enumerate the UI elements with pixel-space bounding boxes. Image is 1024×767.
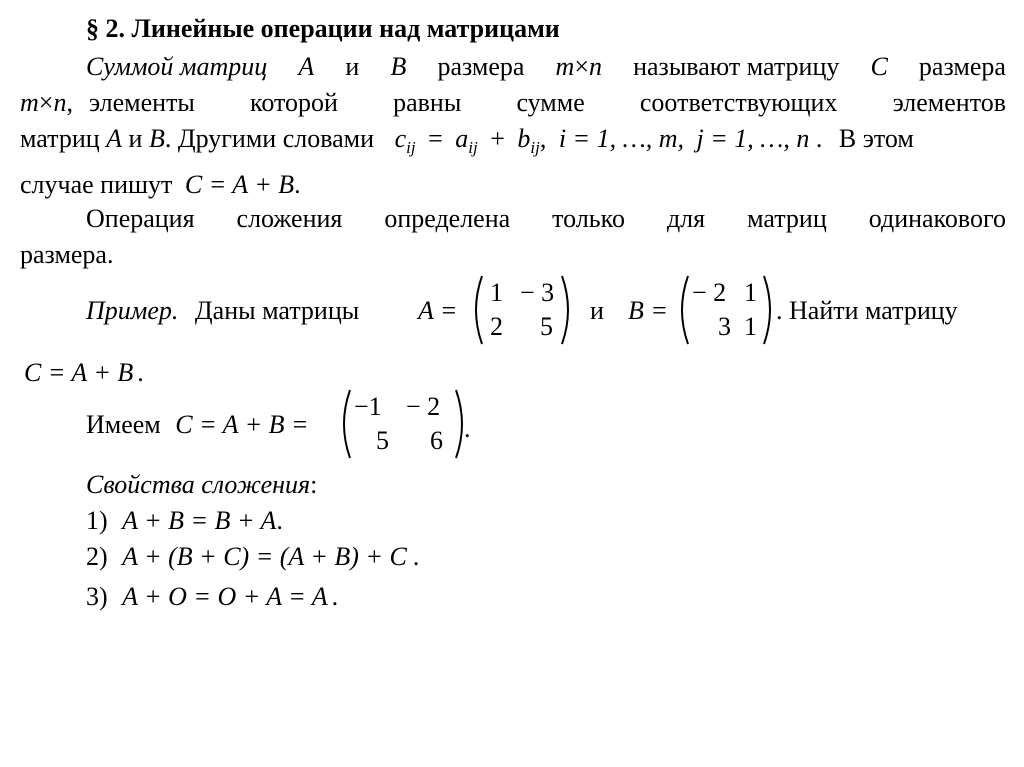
n-symbol-2: n (53, 88, 67, 117)
m-symbol-2: m (20, 88, 39, 117)
definition-line-4 (20, 170, 301, 200)
properties-colon: : (310, 470, 318, 499)
property-1-expr: A + B = B + A (122, 506, 277, 535)
formula-dot: . (815, 124, 823, 153)
line2-rest: элементы которой равны сумме соответствующих элементов (88, 88, 1006, 117)
note-line-1 (86, 204, 1006, 234)
matrix-A-cell-11: 1 (490, 278, 503, 307)
comma: , (539, 124, 547, 153)
matrix-A-cell-21: 2 (490, 312, 503, 341)
example-and-word: и (590, 296, 604, 325)
property-1-dot: . (276, 506, 283, 535)
section-title-text: § 2. Линейные операции над матрицами (86, 14, 560, 43)
line3-matrices: матриц (20, 124, 100, 153)
properties-title (86, 470, 317, 500)
property-1-num: 1) (86, 506, 108, 535)
matrix-C-cell-21: 5 (376, 426, 389, 455)
definition-call-word: называют матрицу (633, 52, 840, 81)
ij-sub-c: ij (406, 138, 416, 157)
sum-formula (394, 124, 829, 157)
a-symbol: a (455, 124, 469, 153)
example-target-line (24, 358, 144, 388)
result-expr: C = A + B = (175, 410, 309, 439)
example-line (86, 296, 359, 326)
definition-m-times-n (556, 52, 602, 82)
line3-A: A (106, 124, 123, 153)
result-dot-char: . (464, 414, 471, 443)
matrix-B-cell-21: 3 (718, 312, 731, 341)
plus-sign: + (490, 124, 505, 153)
matrix-B (676, 274, 776, 346)
property-1 (86, 506, 283, 536)
definition-and: и (345, 52, 360, 81)
matrix-B-cell-22: 1 (744, 312, 757, 341)
line2-m-times-n: m×n, (20, 88, 73, 117)
times-symbol-2: × (38, 88, 54, 117)
property-2 (86, 542, 419, 572)
definition-B: B (390, 52, 407, 81)
result-line (86, 410, 309, 440)
example-A-eq (418, 296, 457, 326)
result-have: Имеем (86, 410, 161, 439)
case-write: случае пишут (20, 170, 173, 199)
matrix-C-cell-11: −1 (354, 392, 382, 421)
example-B-eq (628, 296, 668, 326)
ij-sub-a: ij (468, 138, 478, 157)
property-2-expr: A + (B + C) = (A + B) + C (122, 542, 407, 571)
example-find (776, 296, 958, 326)
example-target: C = A + B (24, 358, 134, 387)
times-symbol: × (574, 52, 589, 81)
A-equals: A = (418, 296, 458, 325)
note-line-2 (20, 240, 113, 270)
line3-and: и (128, 124, 143, 153)
example-label: Пример. (86, 296, 179, 325)
matrix-B-cell-11: − 2 (692, 278, 727, 307)
example-find-text: . Найти матрицу (776, 296, 958, 325)
definition-term: Суммой матриц (86, 52, 268, 81)
section-title (86, 14, 560, 44)
c-symbol: c (394, 124, 407, 153)
b-symbol: b (517, 124, 531, 153)
definition-line-1 (86, 52, 1006, 82)
property-3 (86, 582, 338, 612)
matrix-C (338, 388, 468, 460)
example-given: Даны матрицы (194, 296, 360, 325)
case-formula: C = A + B (184, 170, 295, 199)
line3-other-words: . Другими словами (164, 124, 375, 153)
definition-size-word-2: размера (918, 52, 1006, 81)
ij-sub-b: ij (530, 138, 540, 157)
property-2-num: 2) (86, 542, 108, 571)
properties-title-text: Свойства сложения (86, 470, 311, 499)
m-symbol: m (555, 52, 575, 81)
matrix-B-cell-12: 1 (744, 278, 757, 307)
n-symbol: n (588, 52, 602, 81)
definition-size-word: размера (437, 52, 525, 81)
property-2-dot: . (412, 542, 420, 571)
matrix-C-cell-12: − 2 (406, 392, 441, 421)
eq-sign: = (428, 124, 443, 153)
B-equals: B = (628, 296, 668, 325)
definition-C: C (870, 52, 888, 81)
definition-line-3 (20, 124, 914, 157)
note-text-1: Операция сложения определена только для матриц одинакового (86, 204, 1006, 233)
line3-B: B (148, 124, 165, 153)
definition-A: A (298, 52, 315, 81)
i-range: i = 1, …, m, (558, 124, 684, 153)
matrix-A-cell-22: 5 (540, 312, 553, 341)
j-range: j = 1, …, n (696, 124, 810, 153)
example-and (590, 296, 604, 326)
matrix-A (470, 274, 574, 346)
matrix-A-cell-12: − 3 (520, 278, 555, 307)
example-target-dot: . (137, 358, 144, 387)
property-3-dot: . (331, 582, 339, 611)
in-this-case: В этом (838, 124, 914, 153)
property-3-expr: A + O = O + A = A (122, 582, 328, 611)
result-dot (464, 414, 471, 444)
note-text-2: размера. (20, 240, 114, 269)
definition-line-2 (20, 88, 1006, 118)
case-dot: . (294, 170, 301, 199)
matrix-C-cell-22: 6 (430, 426, 443, 455)
property-3-num: 3) (86, 582, 108, 611)
